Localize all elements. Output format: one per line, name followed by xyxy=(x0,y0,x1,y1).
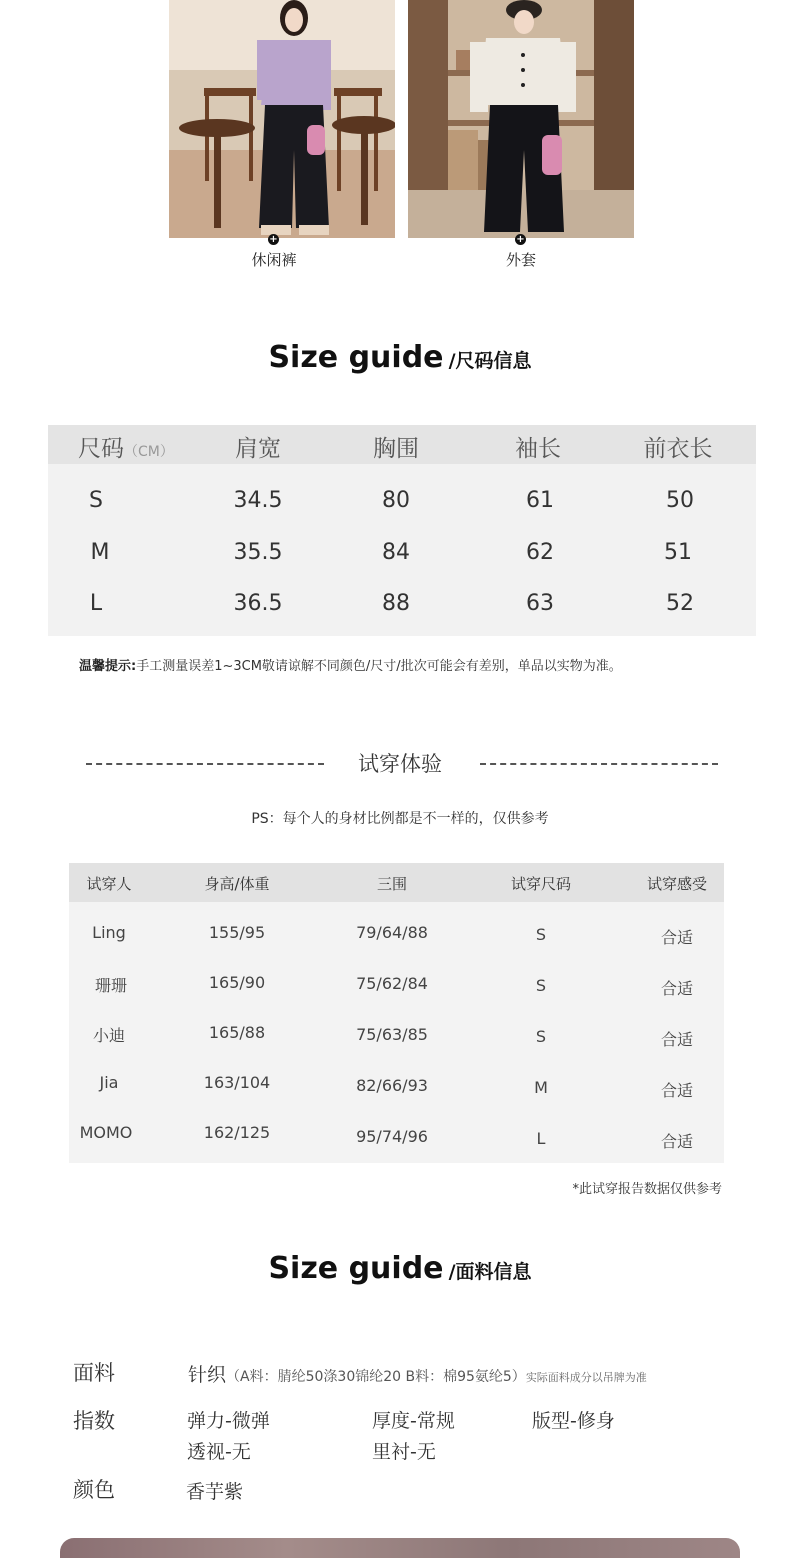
size-guide-title xyxy=(0,340,800,375)
elasticity-value: 弹力-微弹 xyxy=(187,1410,270,1432)
try-row-feeling: 合适 xyxy=(660,1132,693,1151)
try-row-size: L xyxy=(536,1129,546,1148)
try-row-size: S xyxy=(535,925,547,944)
try-row-feeling: 合适 xyxy=(660,1081,693,1100)
try-on-report-note: *此试穿报告数据仅供参考 xyxy=(572,1182,722,1197)
try-row-height-weight: 165/90 xyxy=(208,973,266,992)
size-note-text: 手工测量误差1~3CM敬请谅解不同颜色/尺寸/批次可能会有差别，单品以实物为准。 xyxy=(136,659,622,674)
try-row-person: 珊珊 xyxy=(94,976,127,995)
thickness-value: 厚度-常规 xyxy=(372,1410,455,1432)
try-row-measurements: 82/66/93 xyxy=(356,1076,428,1095)
try-row-measurements: 79/64/88 xyxy=(356,923,428,942)
size-header-shoulder: 肩宽 xyxy=(235,436,281,462)
size-table xyxy=(48,425,756,636)
try-header-size: 试穿尺码 xyxy=(510,875,571,893)
try-row-feeling: 合适 xyxy=(660,1030,693,1049)
fabric-title-en: Size guide xyxy=(268,1251,444,1286)
size-header-chest: 胸围 xyxy=(373,436,419,462)
fabric-title-zh: /面料信息 xyxy=(448,1261,532,1283)
size-row-m-chest: 84 xyxy=(382,540,410,565)
size-header-label: 尺码 xyxy=(78,436,124,462)
try-row-feeling: 合适 xyxy=(660,928,693,947)
try-row-measurements: 75/63/85 xyxy=(356,1025,428,1044)
size-row-l-shoulder: 36.5 xyxy=(233,591,283,616)
photo-caption-jacket: 外套 xyxy=(505,251,536,269)
sheer-value: 透视-无 xyxy=(187,1441,251,1463)
size-row-s-size: S xyxy=(89,488,103,513)
try-row-height-weight: 163/104 xyxy=(203,1073,271,1092)
try-row-size: S xyxy=(535,1027,547,1046)
try-row-measurements: 75/62/84 xyxy=(356,974,428,993)
try-row-feeling: 合适 xyxy=(660,979,693,998)
material-tag-note: 实际面料成分以吊牌为准 xyxy=(525,1371,647,1384)
size-header-sleeve: 袖长 xyxy=(515,436,561,462)
plus-icon[interactable]: + xyxy=(516,234,525,245)
try-header-feeling: 试穿感受 xyxy=(646,875,707,893)
try-row-size: M xyxy=(534,1078,548,1097)
size-row-s-sleeve: 61 xyxy=(526,488,554,513)
try-row-height-weight: 162/125 xyxy=(203,1123,271,1142)
index-label: 指数 xyxy=(73,1409,115,1433)
bottom-product-photo xyxy=(60,1538,740,1558)
try-row-person: Ling xyxy=(92,923,126,942)
fit-value: 版型-修身 xyxy=(532,1410,615,1432)
lining-value: 里衬-无 xyxy=(372,1441,436,1463)
try-row-size: S xyxy=(535,976,547,995)
size-note-label: 温馨提示: xyxy=(79,659,137,674)
size-row-m-shoulder: 35.5 xyxy=(233,540,283,565)
material-label: 面料 xyxy=(73,1361,115,1385)
size-row-s-shoulder: 34.5 xyxy=(233,488,283,513)
size-header-length: 前衣长 xyxy=(643,436,713,462)
try-header-person: 试穿人 xyxy=(86,875,132,893)
try-on-title: 试穿体验 xyxy=(358,752,442,776)
size-header-unit: （CM） xyxy=(124,444,174,460)
size-row-l-sleeve: 63 xyxy=(526,591,554,616)
divider-right xyxy=(480,763,718,765)
try-row-height-weight: 165/88 xyxy=(208,1023,266,1042)
try-on-table xyxy=(69,863,724,1163)
material-main: 针织 xyxy=(188,1364,227,1386)
try-row-height-weight: 155/95 xyxy=(208,923,266,942)
size-row-l-length: 52 xyxy=(666,591,694,616)
size-row-m-sleeve: 62 xyxy=(526,540,554,565)
plus-icon[interactable]: + xyxy=(269,234,278,245)
product-photo-jacket xyxy=(408,0,634,238)
size-row-l-size: L xyxy=(89,591,103,616)
size-row-m-size: M xyxy=(90,540,110,565)
try-row-person: MOMO xyxy=(79,1123,133,1142)
fabric-title xyxy=(0,1251,800,1286)
size-note xyxy=(79,655,622,674)
try-on-ps: PS：每个人的身材比例都是不一样的，仅供参考 xyxy=(251,811,549,827)
size-header-size xyxy=(78,430,228,463)
size-guide-title-zh: /尺码信息 xyxy=(448,350,532,372)
color-value: 香芋紫 xyxy=(186,1481,244,1503)
material-value xyxy=(188,1360,647,1387)
size-row-s-chest: 80 xyxy=(382,488,410,513)
product-photo-pants xyxy=(169,0,395,238)
try-row-measurements: 95/74/96 xyxy=(356,1127,428,1146)
size-row-m-length: 51 xyxy=(664,540,692,565)
size-row-s-length: 50 xyxy=(666,488,694,513)
try-row-person: Jia xyxy=(99,1073,119,1092)
try-row-person: 小迪 xyxy=(92,1026,125,1045)
size-row-l-chest: 88 xyxy=(382,591,410,616)
color-label: 颜色 xyxy=(73,1478,115,1502)
size-guide-title-en: Size guide xyxy=(268,340,444,375)
material-detail: （A料：腈纶50涤30锦纶20 B料：棉95氨纶5） xyxy=(226,1369,526,1385)
try-header-height-weight: 身高/体重 xyxy=(204,875,270,893)
photo-caption-pants: 休闲裤 xyxy=(251,251,297,269)
try-header-measurements: 三围 xyxy=(376,875,407,893)
